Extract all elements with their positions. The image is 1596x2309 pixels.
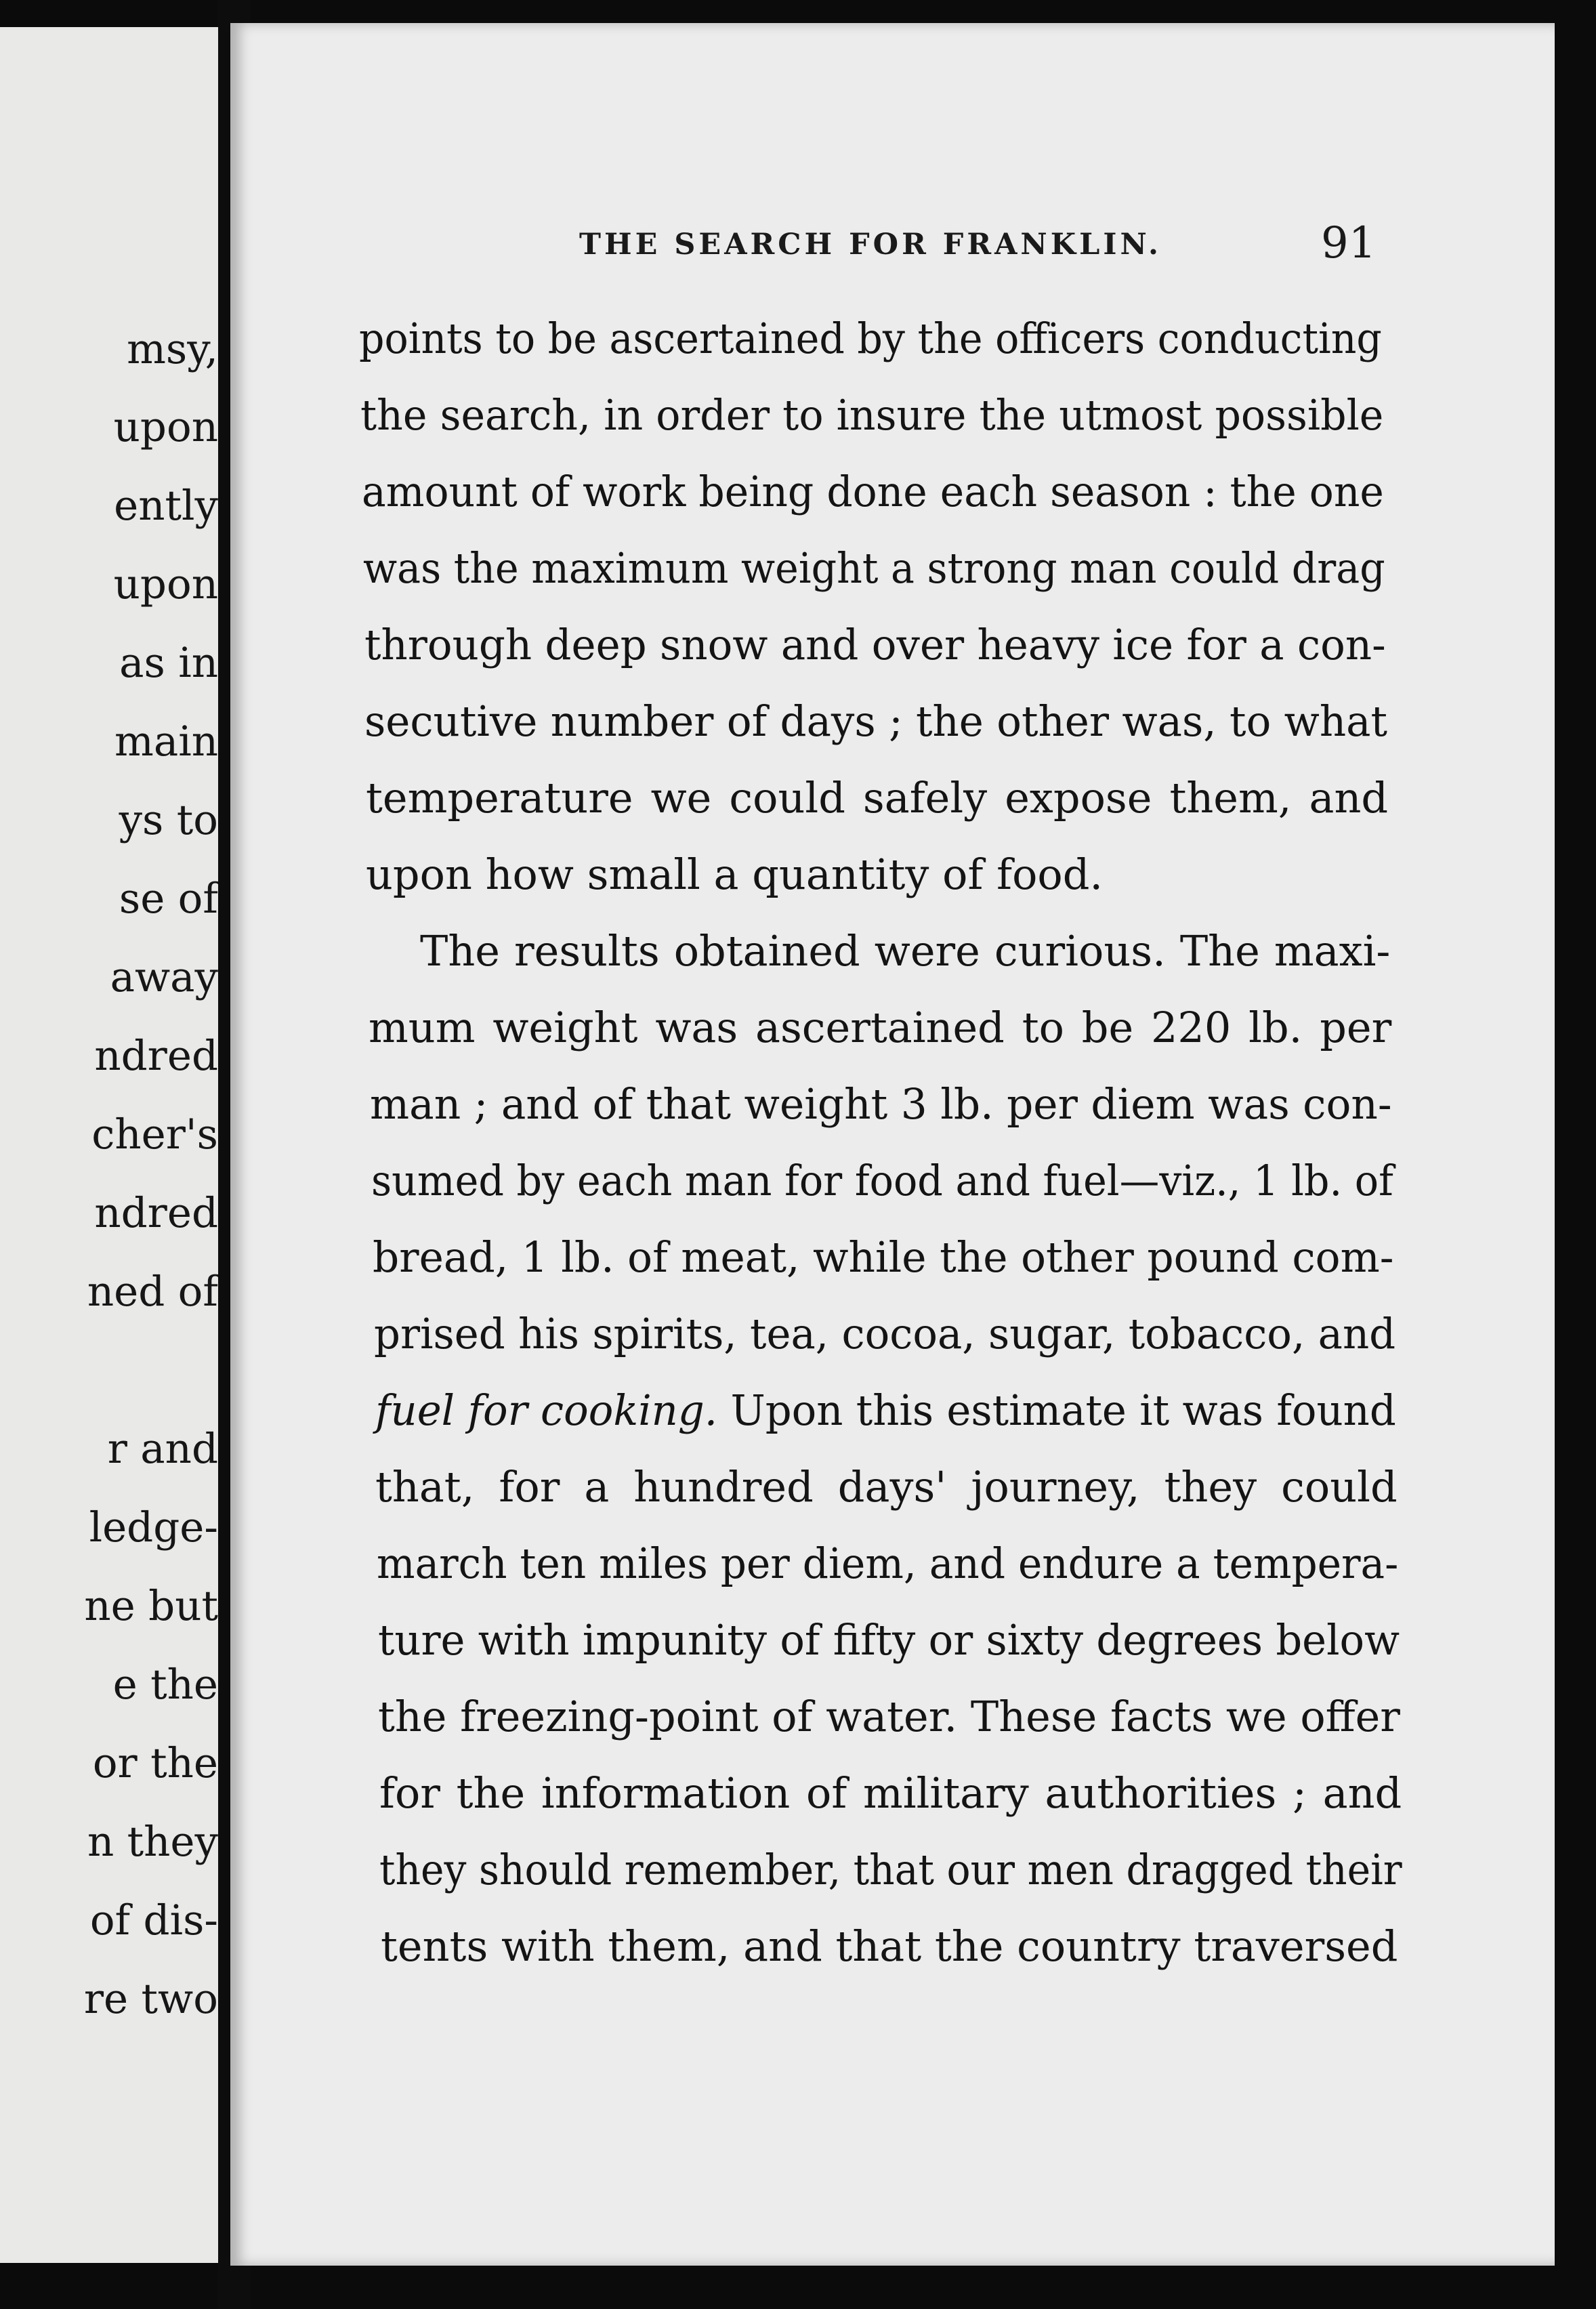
text-line: mum weight was ascertained to be 220 lb. per: [369, 1003, 1392, 1052]
left-page-line: ndred: [94, 1189, 218, 1237]
left-page-line: ne but: [84, 1582, 218, 1630]
text-line: [375, 1386, 1396, 1435]
text-line: that, for a hundred days' journey, they could: [375, 1462, 1398, 1512]
left-page-line: cher's: [91, 1110, 218, 1159]
left-page-line: e the: [112, 1661, 218, 1709]
text-line: the search, in order to insure the utmost possible: [360, 390, 1384, 440]
left-page-line: ently: [114, 482, 218, 530]
text-line: tents with them, and that the country traversed: [381, 1921, 1398, 1971]
left-page-line: as in: [119, 639, 218, 687]
text-line-rest: Upon this estimate it was found: [717, 1386, 1396, 1435]
left-page-line: re two: [83, 1975, 218, 2023]
text-line: the freezing-point of water. These facts we offer: [378, 1692, 1400, 1741]
previous-page-fragment: [0, 27, 218, 2263]
text-line: they should remember, that our men dragged their: [379, 1845, 1402, 1894]
text-line: march ten miles per diem, and endure a tempera-: [377, 1539, 1399, 1588]
text-line: sumed by each man for food and fuel—viz., 1 lb. of: [371, 1156, 1393, 1205]
text-line: secutive number of days ; the other was, to what: [364, 696, 1388, 746]
left-page-line: r and: [107, 1425, 218, 1473]
text-line: was the maximum weight a strong man could drag: [363, 543, 1385, 593]
running-head: THE SEARCH FOR FRANKLIN.: [579, 228, 1162, 262]
text-line: through deep snow and over heavy ice for a con-: [364, 620, 1386, 669]
text-line: ture with impunity of fifty or sixty degrees below: [378, 1615, 1400, 1665]
text-line: temperature we could safely expose them, and: [366, 773, 1389, 823]
left-page-line: or the: [92, 1739, 218, 1787]
left-page-line: of dis-: [89, 1896, 218, 1944]
left-page-line: se of: [119, 875, 218, 923]
left-page-line: ledge-: [89, 1503, 218, 1552]
left-page-line: upon: [113, 403, 218, 451]
page-header: [230, 220, 1555, 267]
left-page-line: ys to: [119, 796, 218, 844]
text-line: prised his spirits, tea, cocoa, sugar, tobacco, and: [374, 1309, 1396, 1358]
left-page-line: main: [114, 717, 218, 766]
left-page-line: n they: [87, 1818, 218, 1866]
page-number: 91: [1321, 218, 1377, 268]
left-page-line: away: [110, 953, 218, 1001]
text-line: points to be ascertained by the officers conducting: [359, 314, 1382, 363]
left-page-line: upon: [113, 560, 218, 608]
left-page-line: ned of: [87, 1268, 218, 1316]
text-line: for the information of military authorities ; and: [379, 1768, 1402, 1818]
text-line: amount of work being done each season : the one: [362, 467, 1384, 516]
text-line: man ; and of that weight 3 lb. per diem was con-: [370, 1079, 1392, 1129]
text-line: bread, 1 lb. of meat, while the other pound com-: [373, 1232, 1394, 1282]
italic-phrase: fuel for cooking.: [375, 1386, 718, 1435]
book-page: [230, 23, 1555, 2266]
text-line: The results obtained were curious. The maxi-: [420, 926, 1391, 976]
text-line: upon how small a quantity of food.: [366, 850, 1104, 899]
left-page-line: ndred: [94, 1032, 218, 1080]
left-page-line: msy,: [127, 325, 218, 373]
